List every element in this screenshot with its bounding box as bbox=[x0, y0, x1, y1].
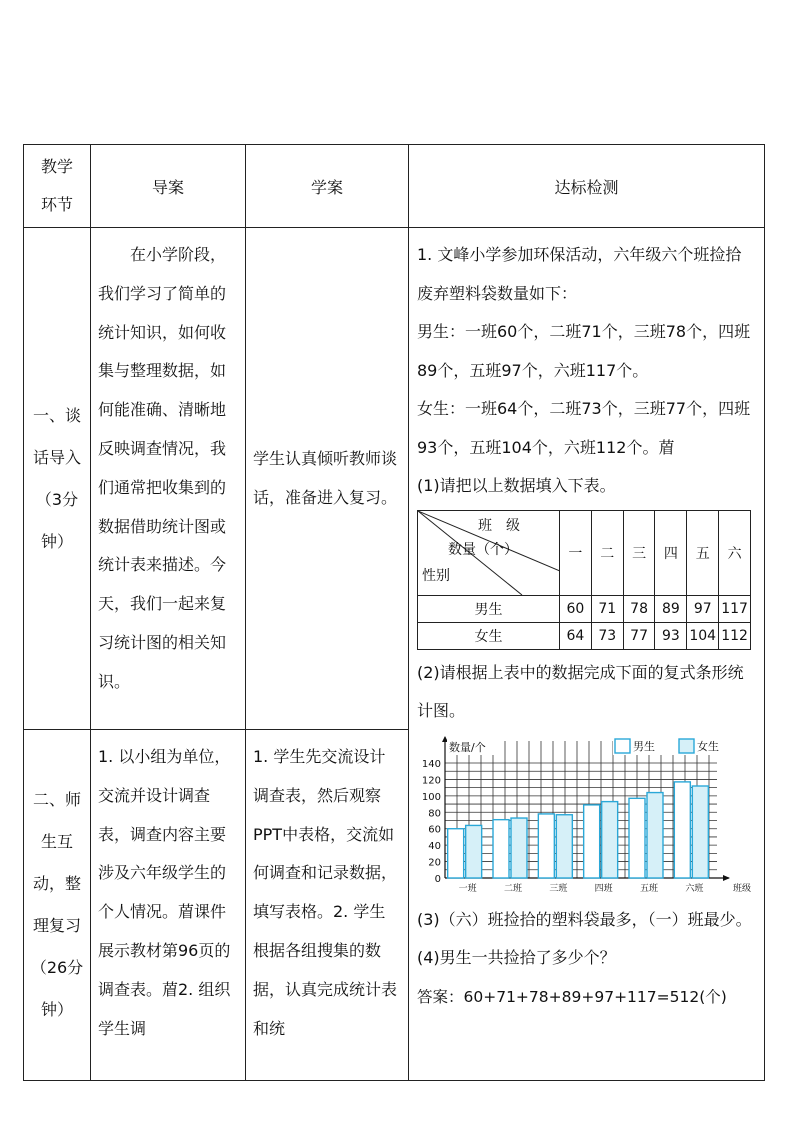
x-tick-label: 四班 bbox=[594, 883, 613, 894]
boys-data-line: 男生：一班60个，二班71个，三班78个，四班89个，五班97个，六班117个。 bbox=[417, 322, 751, 380]
bar-girls bbox=[556, 814, 572, 877]
y-tick-label: 80 bbox=[428, 807, 441, 819]
diagonal-header-cell bbox=[418, 510, 560, 595]
study-review: 1. 学生先交流设计调查表，然后观察PPT中表格，交流如何调查和记录数据，填写表格。2. 学生根据各组搜集的数据，认真完成统计表和统 bbox=[246, 730, 409, 1081]
guide-review: 1. 以小组为单位，交流并设计调查表，调查内容主要涉及六年级学生的个人情况。葿课件展示教材第96页的调查表。葿2. 组织学生调 bbox=[91, 730, 246, 1081]
sub-question-3: (3)（六）班捡拾的塑料袋最多，（一）班最少。 bbox=[417, 909, 752, 929]
stage-intro: 一、谈话导入（3分钟） bbox=[24, 228, 91, 730]
x-tick-label: 二班 bbox=[503, 883, 523, 894]
y-tick-label: 20 bbox=[428, 857, 441, 869]
header-stage bbox=[24, 145, 91, 228]
sub-question-1: (1)请把以上数据填入下表。 bbox=[417, 476, 616, 495]
bar-girls bbox=[602, 801, 618, 877]
bar-girls bbox=[647, 792, 663, 877]
row-label-boys: 男生 bbox=[418, 595, 560, 622]
bar-girls bbox=[511, 818, 527, 878]
girls-data-line: 女生：一班64个，二班73个，三班77个，四班93个，五班104个，六班112个。葿 bbox=[417, 399, 751, 457]
bar-boys bbox=[538, 813, 554, 877]
class-header: 一 bbox=[560, 510, 592, 595]
x-axis-label: 班级 bbox=[733, 883, 752, 894]
check-column bbox=[409, 228, 765, 1081]
boys-value: 78 bbox=[623, 595, 655, 622]
y-tick-label: 100 bbox=[421, 791, 441, 803]
girls-value: 112 bbox=[719, 622, 751, 649]
girls-value: 104 bbox=[687, 622, 719, 649]
bar-boys bbox=[629, 798, 645, 878]
sub-question-2: (2)请根据上表中的数据完成下面的复式条形统计图。 bbox=[417, 662, 744, 720]
bar-girls bbox=[692, 786, 708, 878]
boys-value: 89 bbox=[655, 595, 687, 622]
header-class-label: 班 级 bbox=[478, 517, 520, 534]
guide-intro: 在小学阶段，我们学习了简单的统计知识，如何收集与整理数据，如何能准确、清晰地反映调查情况，我们通常把收集到的数据借助统计图或统计表来描述。今天，我们一起来复习统计图的相关知识。 bbox=[91, 228, 246, 730]
bar-boys bbox=[493, 819, 509, 877]
x-tick-label: 一班 bbox=[458, 883, 477, 894]
boys-value: 71 bbox=[591, 595, 623, 622]
row-label-girls: 女生 bbox=[418, 622, 560, 649]
header-study: 学案 bbox=[246, 145, 409, 228]
y-tick-label: 140 bbox=[421, 758, 441, 770]
girls-value: 77 bbox=[623, 622, 655, 649]
class-header: 二 bbox=[591, 510, 623, 595]
boys-value: 97 bbox=[687, 595, 719, 622]
boys-value: 117 bbox=[719, 595, 751, 622]
x-axis-arrow bbox=[723, 875, 730, 881]
girls-value: 64 bbox=[560, 622, 592, 649]
x-tick-label: 六班 bbox=[685, 883, 704, 894]
legend-swatch-boys bbox=[615, 739, 630, 753]
y-tick-label: 0 bbox=[434, 873, 441, 885]
bar-boys bbox=[584, 804, 600, 877]
lesson-plan-table bbox=[23, 144, 765, 1081]
y-axis-label: 数量/个 bbox=[449, 740, 486, 754]
study-intro: 学生认真倾听教师谈话，准备进入复习。 bbox=[246, 228, 409, 730]
class-header: 三 bbox=[623, 510, 655, 595]
legend-swatch-girls bbox=[679, 739, 694, 753]
bar-chart bbox=[417, 735, 757, 901]
boys-value: 60 bbox=[560, 595, 592, 622]
header-count-label: 数量（个） bbox=[448, 541, 518, 558]
bar-boys bbox=[448, 828, 464, 877]
bar-boys bbox=[674, 781, 690, 877]
x-tick-label: 三班 bbox=[549, 883, 568, 894]
answer-text: 答案：60+71+78+89+97+117=512(个) bbox=[417, 987, 727, 1006]
class-header: 五 bbox=[687, 510, 719, 595]
header-stage-text: 教学环节 bbox=[40, 157, 73, 214]
header-guide: 导案 bbox=[91, 145, 246, 228]
y-tick-label: 120 bbox=[421, 774, 441, 786]
class-header: 六 bbox=[719, 510, 751, 595]
bar-chart-svg bbox=[417, 735, 757, 901]
bar-girls bbox=[466, 825, 482, 878]
class-header: 四 bbox=[655, 510, 687, 595]
stage-review: 二、师生互动，整理复习（26分钟） bbox=[24, 730, 91, 1081]
legend-label-boys: 男生 bbox=[633, 739, 655, 753]
question-1: 1. 文峰小学参加环保活动，六年级六个班捡拾废弃塑料袋数量如下： bbox=[417, 245, 742, 303]
sub-question-4: (4)男生一共捡拾了多少个？ bbox=[417, 948, 616, 967]
legend-label-girls: 女生 bbox=[697, 739, 719, 753]
y-tick-label: 40 bbox=[428, 840, 441, 852]
header-gender-label: 性别 bbox=[422, 567, 450, 584]
header-check: 达标检测 bbox=[409, 145, 765, 228]
x-tick-label: 五班 bbox=[639, 883, 659, 894]
girls-value: 73 bbox=[591, 622, 623, 649]
y-tick-label: 60 bbox=[428, 824, 441, 836]
girls-value: 93 bbox=[655, 622, 687, 649]
data-entry-table bbox=[417, 510, 751, 650]
